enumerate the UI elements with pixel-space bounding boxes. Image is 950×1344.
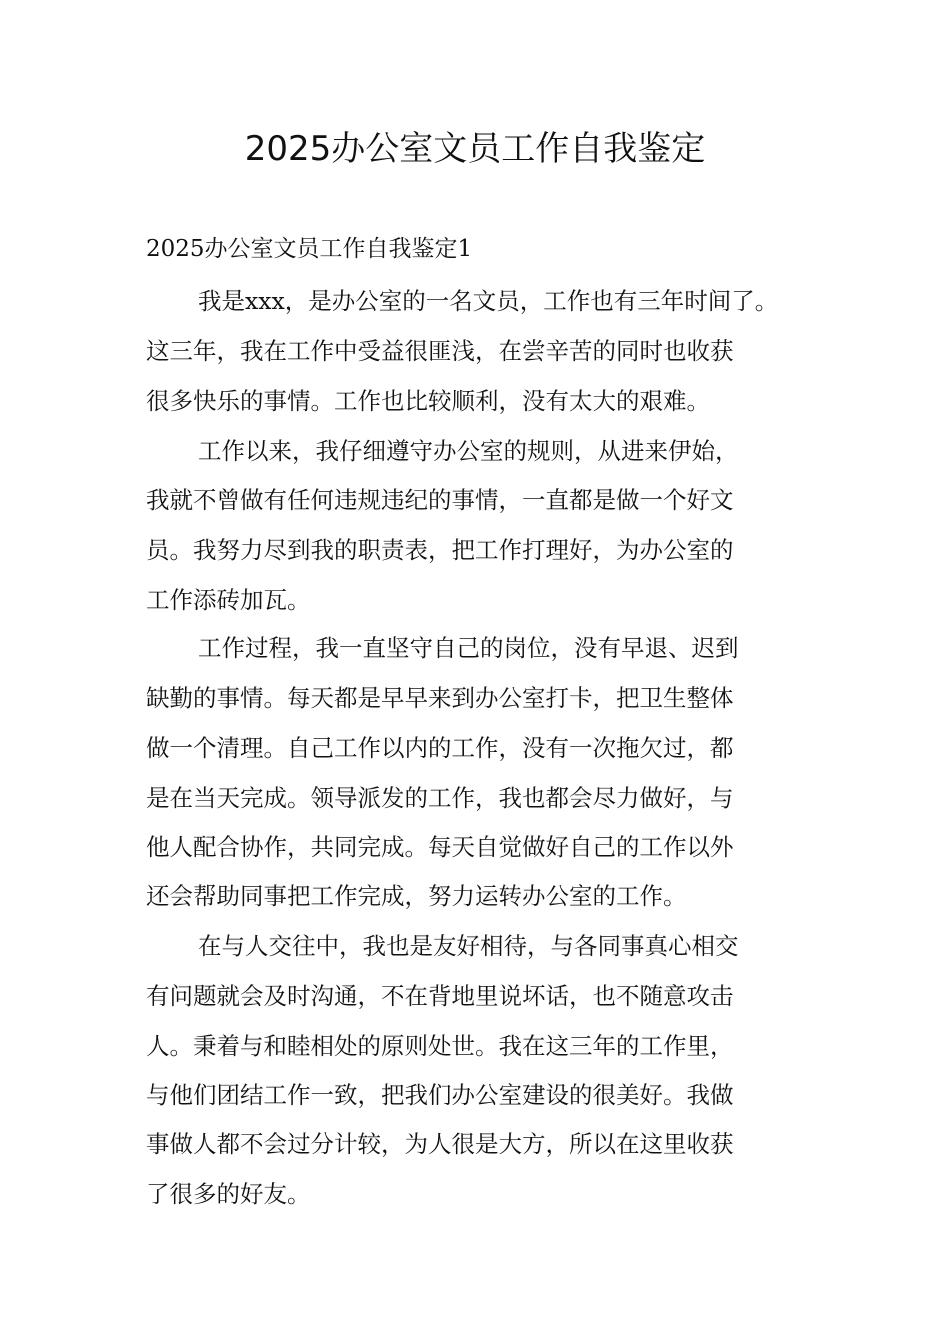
paragraph-2-line-1: 工作以来，我仔细遵守办公室的规则，从进来伊始， xyxy=(198,437,739,465)
section-heading: 2025办公室文员工作自我鉴定1 xyxy=(146,236,473,262)
document-title: 2025办公室文员工作自我鉴定 xyxy=(244,129,706,169)
paragraph-3-line-1: 工作过程，我一直坚守自己的岗位，没有早退、迟到 xyxy=(198,634,739,662)
paragraph-2-line-4: 工作添砖加瓦。 xyxy=(146,586,311,614)
paragraph-3-line-5: 他人配合协作，共同完成。每天自觉做好自己的工作以外 xyxy=(146,833,734,861)
paragraph-2-line-2: 我就不曾做有任何违规违纪的事情，一直都是做一个好文 xyxy=(146,486,734,514)
paragraph-4-line-6: 了很多的好友。 xyxy=(146,1180,311,1208)
paragraph-4-line-3: 人。秉着与和睦相处的原则处世。我在这三年的工作里， xyxy=(146,1032,734,1060)
paragraph-3-line-2: 缺勤的事情。每天都是早早来到办公室打卡，把卫生整体 xyxy=(146,684,734,712)
paragraph-4-line-5: 事做人都不会过分计较，为人很是大方，所以在这里收获 xyxy=(146,1130,734,1158)
paragraph-3-line-6: 还会帮助同事把工作完成，努力运转办公室的工作。 xyxy=(146,882,687,910)
paragraph-4-line-4: 与他们团结工作一致，把我们办公室建设的很美好。我做 xyxy=(146,1081,734,1109)
paragraph-4-line-1: 在与人交往中，我也是友好相待，与各同事真心相交 xyxy=(198,932,739,960)
paragraph-1-line-1: 我是xxx，是办公室的一名文员，工作也有三年时间了。 xyxy=(198,287,779,315)
paragraph-4-line-2: 有问题就会及时沟通，不在背地里说坏话，也不随意攻击 xyxy=(146,982,734,1010)
paragraph-3-line-3: 做一个清理。自己工作以内的工作，没有一次拖欠过，都 xyxy=(146,734,734,762)
paragraph-2-line-3: 员。我努力尽到我的职责表，把工作打理好，为办公室的 xyxy=(146,536,734,564)
paragraph-1-line-3: 很多快乐的事情。工作也比较顺利，没有太大的艰难。 xyxy=(146,387,710,415)
paragraph-3-line-4: 是在当天完成。领导派发的工作，我也都会尽力做好，与 xyxy=(146,784,734,812)
paragraph-1-line-2: 这三年，我在工作中受益很匪浅，在尝辛苦的同时也收获 xyxy=(146,337,734,365)
